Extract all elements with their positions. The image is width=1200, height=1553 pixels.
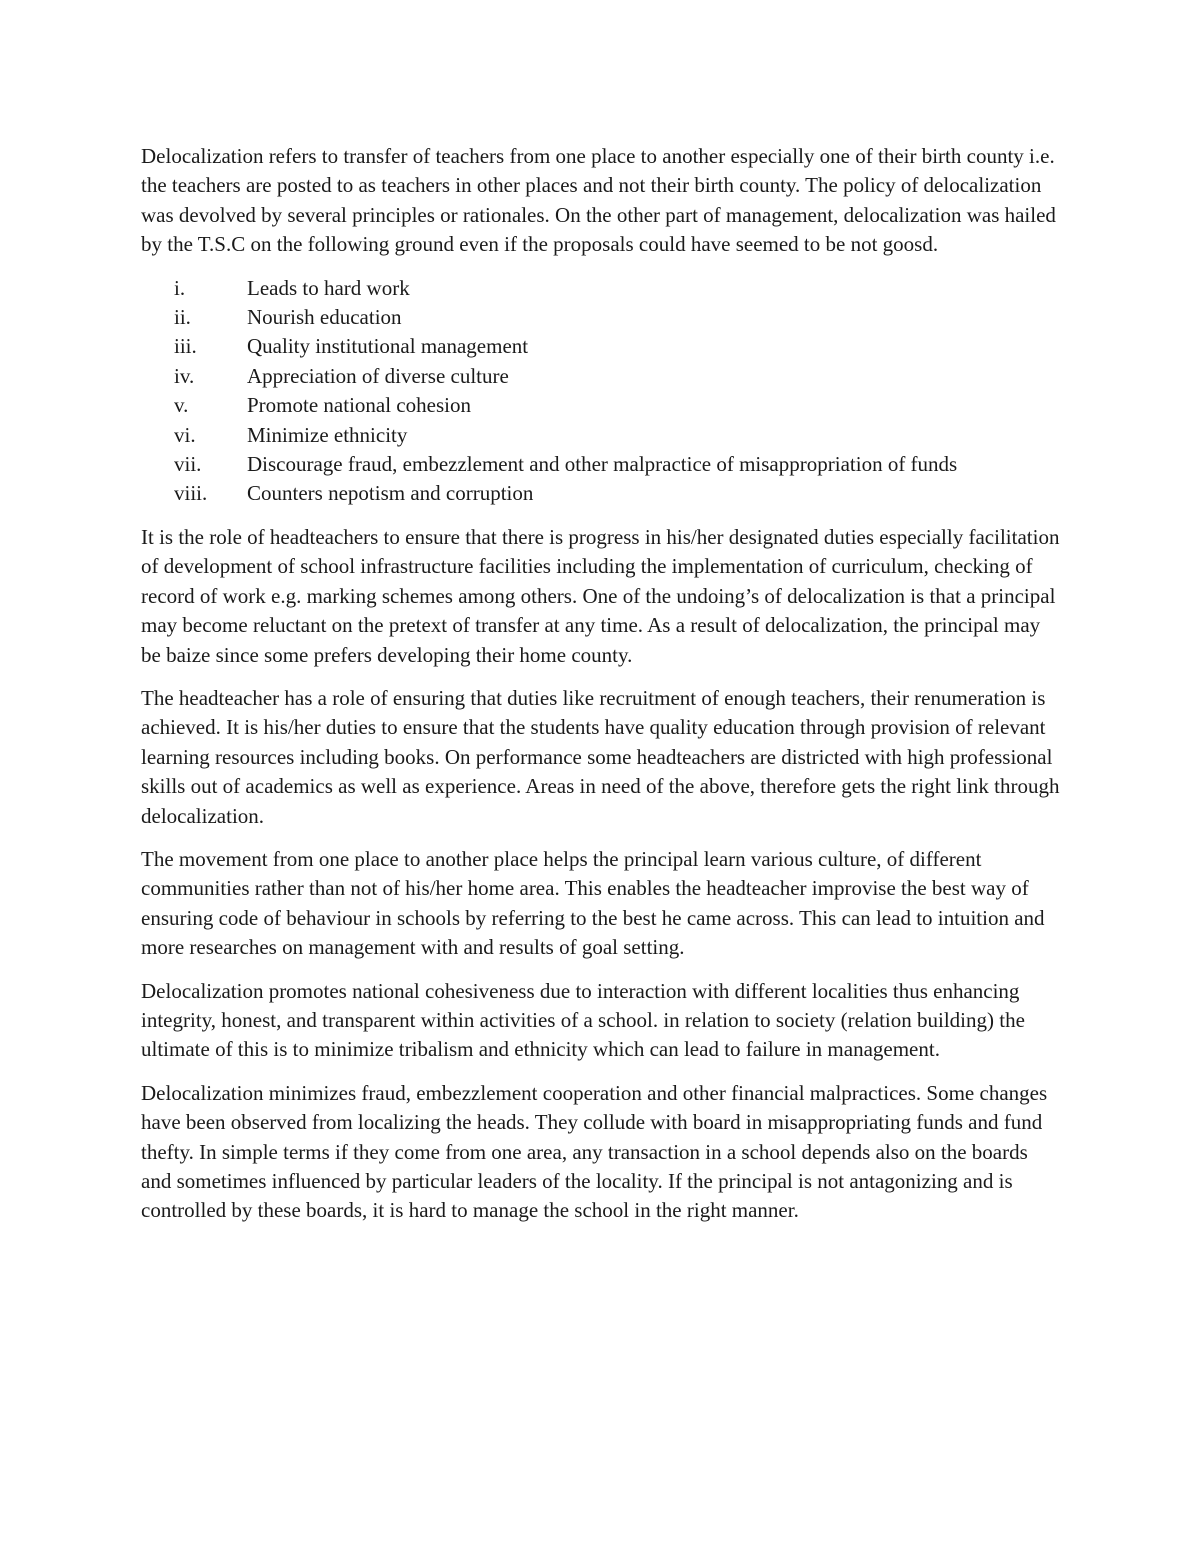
list-item-text: Counters nepotism and corruption [247, 481, 534, 506]
list-item-number: vii. [174, 452, 202, 477]
list-item-number: i. [174, 275, 186, 300]
body-paragraph: The movement from one place to another place helps the principal learn various culture, of different communities rather than not of his/her home area. This enables the headteacher improvise the best way of ensuring code of behaviour in schools by referring to the best he came across. This can lead to intuition and more researches on management with and results of goal setting. [141, 846, 1045, 960]
document-page [141, 142, 1061, 1240]
list-item-number: ii. [174, 305, 191, 330]
list-item [141, 274, 1061, 303]
list-item-text: Leads to hard work [247, 275, 410, 300]
list-item-text: Nourish education [247, 305, 402, 330]
body-paragraph: Delocalization promotes national cohesiveness due to interaction with different localities thus enhancing integrity, honest, and transparent within activities of a school. in relation to society (relation building) the ultimate of this is to minimize tribalism and ethnicity which can lead to failure in management. [141, 978, 1025, 1062]
list-item-text: Appreciation of diverse culture [247, 363, 509, 388]
list-item [141, 391, 1061, 420]
list-item [141, 332, 1061, 361]
list-item [141, 303, 1061, 332]
body-paragraph: It is the role of headteachers to ensure that there is progress in his/her designated duties especially facilitation of development of school infrastructure facilities including the implementation of curriculum, checking of record of work e.g. marking schemes among others. One of the undoing’s of delocalization is that a principal may become reluctant on the pretext of transfer at any time. As a result of delocalization, the principal may be baize since some prefers developing their home county. [141, 524, 1060, 667]
list-item-text: Promote national cohesion [247, 393, 471, 418]
list-item-text: Discourage fraud, embezzlement and other malpractice of misappropriation of funds [247, 452, 958, 477]
list-item [141, 362, 1061, 391]
list-item-number: v. [174, 393, 189, 418]
rationale-list [141, 274, 1061, 509]
list-item-number: vi. [174, 422, 196, 447]
list-item-number: iii. [174, 334, 197, 359]
body-paragraph: Delocalization minimizes fraud, embezzlement cooperation and other financial malpractices. Some changes have been observed from localizing the heads. They collude with board in misappropriating funds and fund thefty. In simple terms if they come from one area, any transaction in a school depends also on the boards and sometimes influenced by particular leaders of the locality. If the principal is not antagonizing and is controlled by these boards, it is hard to manage the school in the right manner. [141, 1080, 1048, 1223]
list-item [141, 421, 1061, 450]
body-paragraph: The headteacher has a role of ensuring that duties like recruitment of enough teachers, their renumeration is achieved. It is his/her duties to ensure that the students have quality education through provision of relevant learning resources including books. On performance some headteachers are districted with high professional skills out of academics as well as experience. Areas in need of the above, therefore gets the right link through delocalization. [141, 685, 1060, 828]
list-item-number: viii. [174, 481, 208, 506]
list-item-text: Quality institutional management [247, 334, 529, 359]
list-item-number: iv. [174, 363, 195, 388]
intro-paragraph: Delocalization refers to transfer of teachers from one place to another especially one of their birth county i.e. the teachers are posted to as teachers in other places and not their birth county. The policy of delocalization was devolved by several principles or rationales. On the other part of management, delocalization was hailed by the T.S.C on the following ground even if the proposals could have seemed to be not goosd. [141, 144, 1056, 257]
list-item-text: Minimize ethnicity [247, 422, 408, 447]
list-item [141, 479, 1061, 508]
list-item [141, 450, 1061, 479]
